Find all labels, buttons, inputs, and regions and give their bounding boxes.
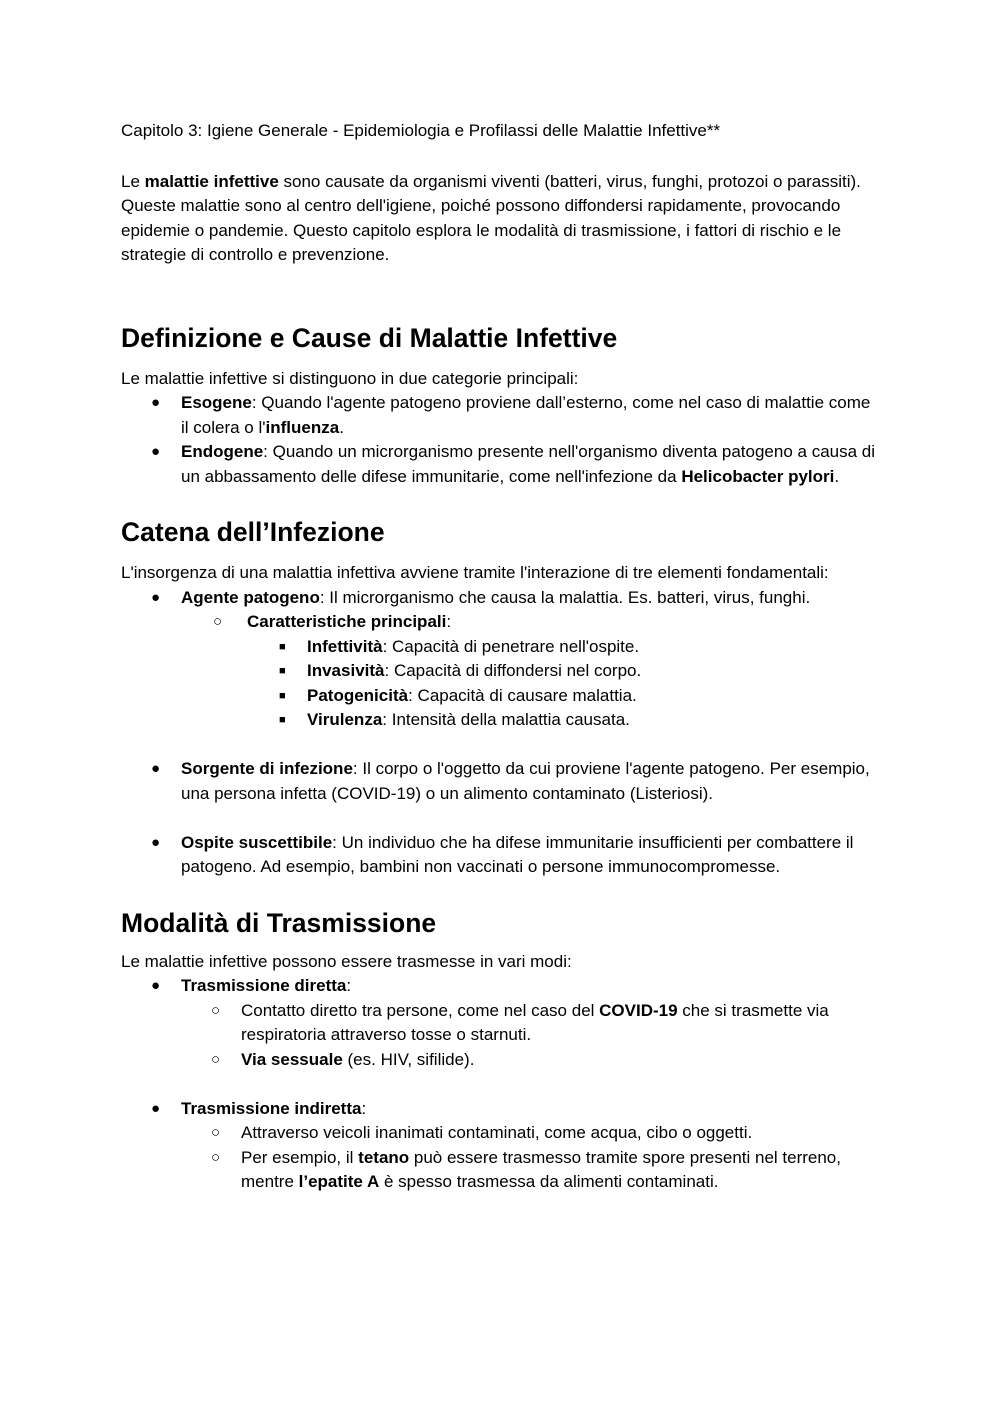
- list-item: [181, 999, 881, 1048]
- direct-sublist: [181, 999, 881, 1073]
- item-text: .: [339, 417, 344, 437]
- item-bold: Caratteristiche principali: [247, 612, 447, 631]
- item-text: Attraverso veicoli inanimati contaminati, come acqua, cibo o oggetti.: [241, 1123, 753, 1142]
- item-bold: tetano: [358, 1147, 410, 1167]
- item-text: : Quando l'agente patogeno proviene dall’esterno, come nel caso di malattie come il colera o l': [181, 393, 871, 437]
- bullet-icon: ●: [151, 977, 161, 994]
- list-item: [181, 1048, 881, 1073]
- circle-bullet-icon: ○: [211, 1050, 221, 1068]
- intro-pre: Le: [121, 171, 145, 191]
- item-text: : Un individuo che ha difese immunitarie insufficienti per combattere il patogeno. Ad esempio, bambini non vaccinati o persone immunocompromesse.: [181, 832, 854, 876]
- item-bold: l’epatite A: [298, 1172, 380, 1191]
- item-text: : Quando un microrganismo presente nell'organismo diventa patogeno a causa di un abbassamento delle difese immunitarie, come nell'infezione da: [181, 442, 876, 486]
- square-bullet-icon: ■: [279, 640, 286, 653]
- bullet-icon: ●: [151, 833, 161, 851]
- item-text: può essere trasmesso tramite spore presenti nel terreno, mentre: [241, 1147, 841, 1191]
- heading-catena: Catena dell’Infezione: [121, 517, 385, 547]
- document-page: [121, 119, 881, 1195]
- item-text: (es. HIV, sifilide).: [342, 1049, 475, 1069]
- intro-paragraph: [121, 170, 881, 268]
- intro-bold: malattie infettive: [144, 171, 279, 191]
- list-item: [247, 684, 881, 709]
- item-text: :: [361, 1098, 367, 1118]
- square-bullet-icon: ■: [279, 714, 286, 726]
- list-item: [181, 1121, 881, 1146]
- list-item: [121, 586, 881, 758]
- list-item: [247, 708, 881, 733]
- item-bold: Virulenza: [307, 710, 383, 729]
- item-text: : Il corpo o l'oggetto da cui proviene l'agente patogeno. Per esempio, una persona infetta (COVID-19) o un alimento contaminato (Listeriosi).: [181, 759, 870, 803]
- heading-modalita: Modalità di Trasmissione: [121, 907, 437, 938]
- item-text: Contatto diretto tra persone, come nel caso del: [241, 1000, 600, 1020]
- item-bold: Via sessuale: [241, 1049, 343, 1069]
- section3-lead: Le malattie infettive possono essere trasmesse in vari modi:: [121, 951, 572, 971]
- item-text: Per esempio, il: [241, 1147, 359, 1167]
- list-item: [121, 1097, 881, 1195]
- list-item: [247, 635, 881, 660]
- item-text: : Capacità di penetrare nell'ospite.: [382, 636, 640, 656]
- square-bullet-icon: ■: [279, 665, 286, 677]
- item-bold: COVID-19: [599, 1000, 678, 1020]
- item-bold: influenza: [265, 417, 340, 437]
- section2-lead: L'insorgenza di una malattia infettiva avviene tramite l'interazione di tre elementi fondamentali:: [121, 563, 829, 582]
- circle-bullet-icon: ○: [211, 1148, 221, 1166]
- item-text: :: [346, 976, 352, 995]
- heading-definizione: Definizione e Cause di Malattie Infettive: [121, 322, 618, 353]
- list-item: [121, 831, 881, 880]
- list-item: [247, 659, 881, 684]
- list-item: [181, 1146, 881, 1195]
- properties-list: [247, 635, 881, 733]
- circle-bullet-icon: ○: [211, 1001, 221, 1019]
- item-text: che si trasmette via respiratoria attraverso tosse o starnuti.: [241, 1000, 829, 1044]
- list-item: [121, 440, 881, 489]
- bullet-icon: ●: [151, 1099, 161, 1117]
- item-text: è spesso trasmessa da alimenti contaminati.: [379, 1172, 719, 1191]
- list-item: [121, 391, 881, 440]
- item-bold: Trasmissione diretta: [181, 976, 347, 995]
- indirect-sublist: [181, 1121, 881, 1195]
- bullet-icon: ●: [151, 394, 161, 411]
- item-bold: Patogenicità: [307, 685, 409, 705]
- chain-list: [121, 586, 881, 880]
- item-bold: Agente patogeno: [181, 587, 320, 607]
- item-text: .: [834, 466, 840, 486]
- item-text: : Capacità di causare malattia.: [408, 685, 637, 705]
- circle-bullet-icon: ○: [213, 613, 223, 630]
- item-bold: Endogene: [181, 442, 264, 461]
- square-bullet-icon: ■: [279, 689, 286, 702]
- list-item: [181, 610, 881, 733]
- item-text: :: [446, 612, 452, 631]
- item-text: : Il microrganismo che causa la malattia. Es. batteri, virus, funghi.: [319, 587, 811, 607]
- item-bold: Helicobacter pylori: [681, 466, 835, 486]
- chapter-title: Capitolo 3: Igiene Generale - Epidemiologia e Profilassi delle Malattie Infettive**: [121, 121, 721, 140]
- bullet-icon: ●: [151, 443, 161, 460]
- item-bold: Ospite suscettibile: [181, 832, 333, 852]
- item-bold: Sorgente di infezione: [181, 759, 353, 778]
- intro-post: sono causate da organismi viventi (batteri, virus, funghi, protozoi o parassiti). Queste malattie sono al centro dell'igiene, poiché possono diffondersi rapidamente, provocando epidemie o pandemie. Questo capitolo esplora le modalità di trasmissione, i fattori di rischio e le strategie di controllo e prevenzione.: [121, 171, 861, 264]
- list-item: [121, 974, 881, 1097]
- transmission-list: [121, 974, 881, 1195]
- bullet-icon: ●: [151, 588, 161, 606]
- categories-list: [121, 391, 881, 489]
- list-item: [121, 757, 881, 831]
- item-bold: Infettività: [307, 636, 383, 656]
- section1-lead: Le malattie infettive si distinguono in due categorie principali:: [121, 368, 579, 388]
- item-bold: Trasmissione indiretta: [181, 1098, 362, 1118]
- item-bold: Invasività: [307, 661, 385, 680]
- item-bold: Esogene: [181, 393, 252, 412]
- bullet-icon: ●: [151, 760, 161, 777]
- item-text: : Intensità della malattia causata.: [382, 710, 630, 729]
- agent-sublist: [181, 610, 881, 733]
- circle-bullet-icon: ○: [211, 1124, 221, 1141]
- item-text: : Capacità di diffondersi nel corpo.: [384, 661, 642, 680]
